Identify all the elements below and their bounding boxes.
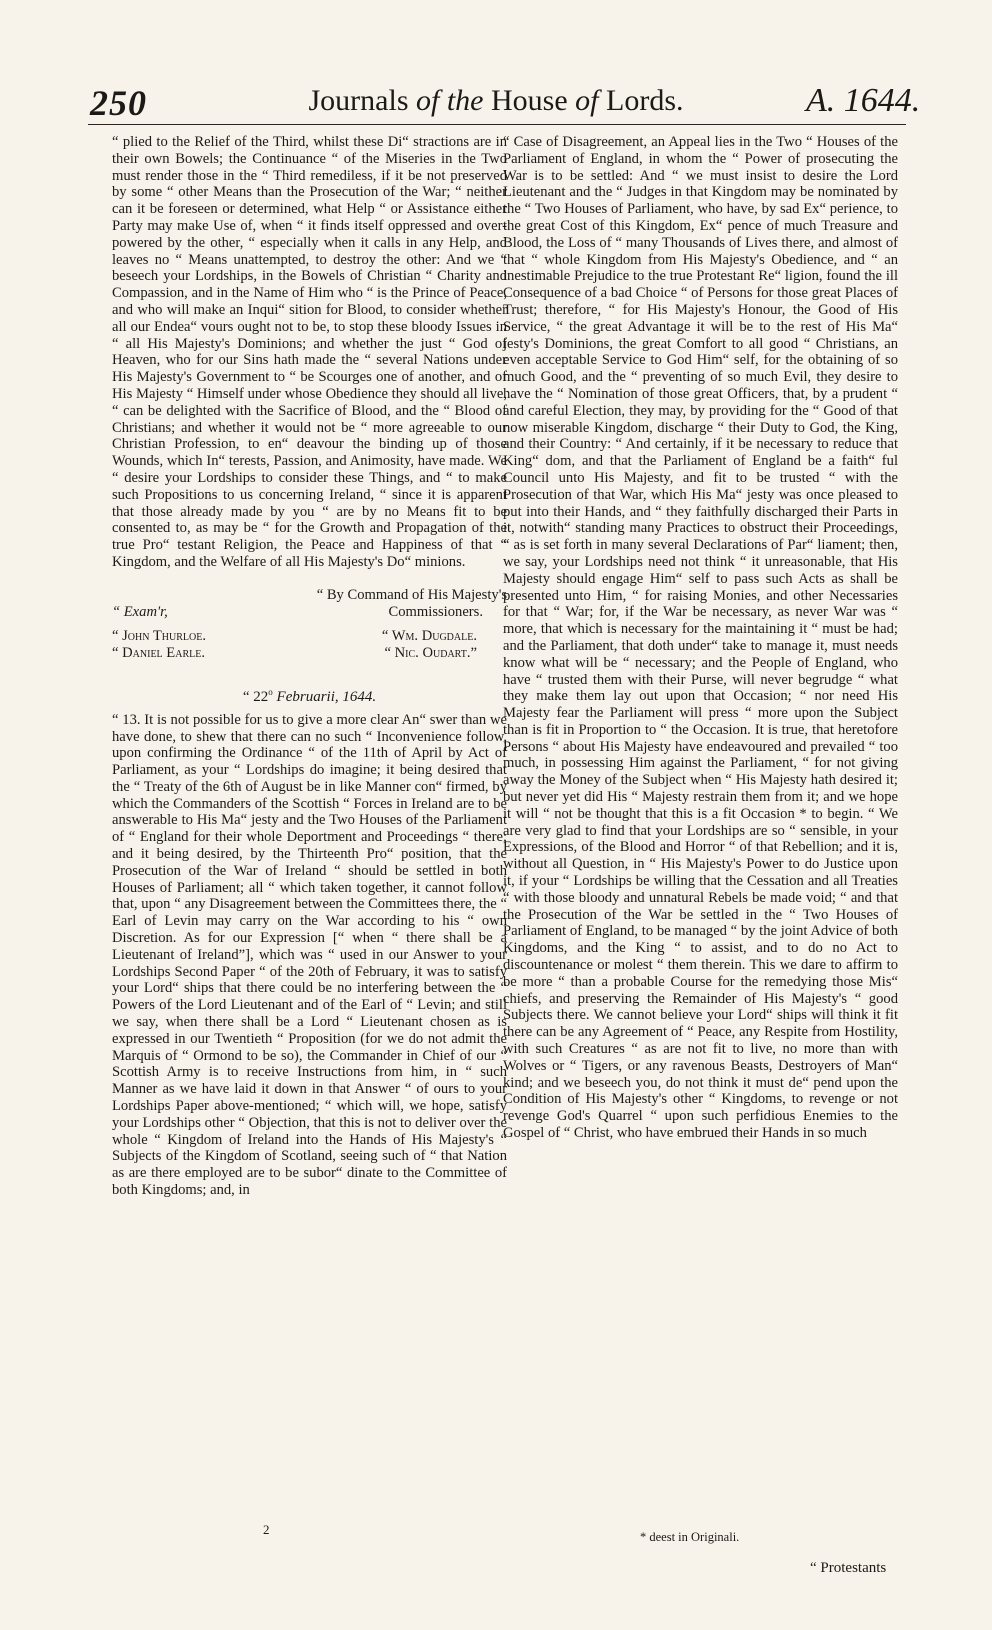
year-heading: A. 1644. (806, 82, 921, 119)
left-paragraph-1: “ plied to the Relief of the Third, whilst these Di“ stractions are in their own Bowels; the Continuance “ of the Miseries in the Two must render those in the “ Third remediless, if it be not preserved by some “ other Means than the Prosecution of the War; “ neither can it be foreseen or determined, what Help “ or Assistance either Party may make Use of, when “ it finds itself oppressed and over-powered by the other, “ especially when it calls in any Help, and leaves no “ Means unattempted, to destroy the other: And we “ beseech your Lordships, in the Bowels of Christian “ Charity and Compassion, and in the Name of Him who “ is the Prince of Peace, and who will make an Inqui“ sition for Blood, to consider whether all our Endea“ vours ought not to be, to stop these bloody Issues in “ all His Majesty's Dominions; and whether the just “ God of Heaven, who for our Sins hath made the “ several Nations under His Majesty's Government to “ be Scourges one of another, and of His Majesty “ Himself under whose Obedience they should all live, “ can be delighted with the Sacrifice of Blood, and the “ Blood of Christians; and whether it would not be “ more agreeable to our Christian Profession, to en“ deavour the binding up of those Wounds, which In“ terests, Passion, and Animosity, have made. We “ desire your Lordships to consider these Things, and “ to make such Propositions to us concerning Ireland, “ since it is apparent that those already made by you “ are by no Means fit to be consented to, as may be “ for the Growth and Propagation of the true Pro“ testant Religion, the Peace and Happiness of that “ Kingdom, and the Welfare of all His Majesty's Do“ minions. (112, 134, 507, 570)
page-header (0, 0, 992, 125)
footnote: * deest in Originali. (640, 1530, 740, 1544)
running-title: Journals of the House of Lords. (308, 84, 684, 117)
examiner-label: “ Exam'r, (112, 603, 168, 620)
signatory-dugdale: “ Wm. Dugdale. (381, 628, 477, 645)
page-number: 250 (90, 83, 147, 123)
signature-block (112, 587, 507, 662)
catchword: “ Protestants (810, 1560, 887, 1576)
signatory-thurloe: “ John Thurloe. (112, 628, 206, 645)
signatory-oudart: “ Nic. Oudart.” (384, 645, 477, 662)
date-heading: “ 22$^o$ Februarii, 1644. (242, 686, 377, 705)
command-line-2: Commissioners. (388, 603, 483, 620)
right-column (503, 134, 898, 1146)
command-line-1: “ By Command of His Majesty's (316, 586, 507, 603)
header-rule (88, 124, 906, 125)
signature-row-1 (112, 628, 507, 645)
right-paragraph-1: “ Case of Disagreement, an Appeal lies in the Two “ Houses of the Parliament of England, in whom the “ Power of prosecuting the War is to be settled: And “ we must insist to desire the Lord Lieutenant and the “ Judges in that Kingdom may be nominated by the “ Two Houses of Parliament, who have, by sad Ex“ perience, to the great Cost of this Kingdom, Ex“ pence of much Treasure and Blood, the Loss of “ many Thousands of Lives there, and almost of that “ whole Kingdom from His Majesty's Obedience, and “ an inestimable Prejudice to the true Protestant Re“ ligion, found the ill Consequence of a bad Choice “ of Persons for those great Places of Trust; therefore, “ for His Majesty's Honour, the Good of His Service, “ the great Advantage it will be to the rest of His Ma“ jesty's Dominions, the great Comfort to all good “ Christians, an even acceptable Service to God Him“ self, for the obtaining of so much Good, and the “ preventing of so much Evil, they desire to have the “ Nomination of those great Officers, that, by a prudent “ and careful Election, they may, by providing for the “ Good of that now miserable Kingdom, discharge “ their Duty to God, the King, and their Country: “ And certainly, if it be necessary to reduce that King“ dom, and that the Parliament of England be a faith“ ful Council unto His Majesty, and fit to be trusted “ with the Prosecution of that War, which His Ma“ jesty was once pleased to put into their Hands, and “ they faithfully discharged their Parts in it, notwith“ standing many Practices to obstruct their Proceedings, “ as is set forth in many several Declarations of Par“ liament; then, we say, your Lordships need not think “ it unreasonable, that His Majesty should engage Him“ self to pass such Acts as shall be presented unto Him, “ for raising Monies, and other Necessaries for that “ War; for, if the War be necessary, as never War was “ more, that which is necessary for the maintaining it “ must be had; and the Parliament, that doth under“ take to manage it, must needs know what will be “ necessary; and the People of England, who have “ trusted them with their Purse, will never begrudge “ what they make them lay out upon that Occasion; “ nor need His Majesty fear the Parliament will press “ more upon the Subject than is fit in Proportion to “ the Occasion. It is true, that heretofore Persons “ about His Majesty have endeavoured and prevailed “ too much, in possessing Him against the Parliament, “ for not giving away the Money of the Subject when “ His Majesty hath desired it; but never yet did His “ Majesty restrain them from it; and we hope it will “ not be thought that this is a fit Occasion * to begin. “ We are very glad to find that your Lordships are so “ sensible, in your Expressions, of the Blood and Horror “ of that Rebellion; and it is, without all Question, in “ His Majesty's Power to do Justice upon it, if your “ Lordships be willing that the Cessation and all Treaties “ with those bloody and unnatural Rebels be made void; “ and that the Prosecution of the War be settled in the “ Two Houses of Parliament of England, to be managed “ by the joint Advice of both Kingdoms, and the King “ to assist, and to do no Act to discountenance or molest “ them therein. This we dare to affirm to be more “ than a probable Course for the remedying those Mis“ chiefs, and preserving the Remainder of His Majesty's “ good Subjects there. We cannot believe your Lord“ ships will think it fit there can be any Agreement of “ Peace, any Respite from Hostility, with such Creatures “ as are not fit to live, no more than with Wolves or “ Tigers, or any ravenous Beasts, Destroyers of Man“ kind; and we beseech you, do not think it must de“ pend upon the Condition of His Majesty's other “ Kingdoms, to revenge or not revenge God's Quarrel “ upon such perfidious Enemies to the Gospel of “ Christ, who have embrued their Hands in so much (503, 134, 898, 1142)
signatory-earle: “ Daniel Earle. (112, 645, 205, 662)
signature-row-2 (112, 645, 507, 662)
command-row (112, 604, 507, 621)
signature-mark: 2 (263, 1522, 270, 1537)
left-paragraph-2: “ 13. It is not possible for us to give a more clear An“ swer than we have done, to shew that there can no such “ Inconvenience follow, upon confirming the Ordinance “ of the 11th of April by Act of Parliament, as your “ Lordships do imagine; it being desired that the “ Treaty of the 6th of August be in like Manner con“ firmed, by which the Commanders of the Scottish “ Forces in Ireland are to be answerable to His Ma“ jesty and the Two Houses of the Parliament of “ England for their whole Deportment and Proceedings “ there; and it being desired, by the Thirteenth Pro“ position, that the Prosecution of the War of Ireland “ should be settled in both Houses of Parliament; all “ which taken together, it cannot follow that, upon “ any Disagreement between the Committees there, the “ Earl of Levin may carry on the War according to his “ own Discretion. As for our Expression [“ when “ there shall be a Lieutenant of Ireland”], which was “ used in our Answer to your Lordships Second Paper “ of the 20th of February, it was to satisfy your Lord“ ships that there could be no interfering between the “ Powers of the Lord Lieutenant and of the Earl of “ Levin; and still we say, when there shall be a Lord “ Lieutenant chosen as is expressed in our Twentieth “ Proposition (for we do not admit the Marquis of “ Ormond to be so), the Commander in Chief of our “ Scottish Army is to receive Instructions from him, in “ such Manner as we have laid it down in that Answer “ of ours to your Lordships Paper above-mentioned; “ which will, we hope, satisfy your Lordships other “ Objection, that this is not to deliver over the whole “ Kingdom of Ireland into the Hands of His Majesty's “ Subjects of the Kingdom of Scotland, seeing such of “ that Nation as are there employed are to be subor“ dinate to the Committee of both Kingdoms; and, in (112, 711, 507, 1199)
left-column (112, 134, 507, 1203)
